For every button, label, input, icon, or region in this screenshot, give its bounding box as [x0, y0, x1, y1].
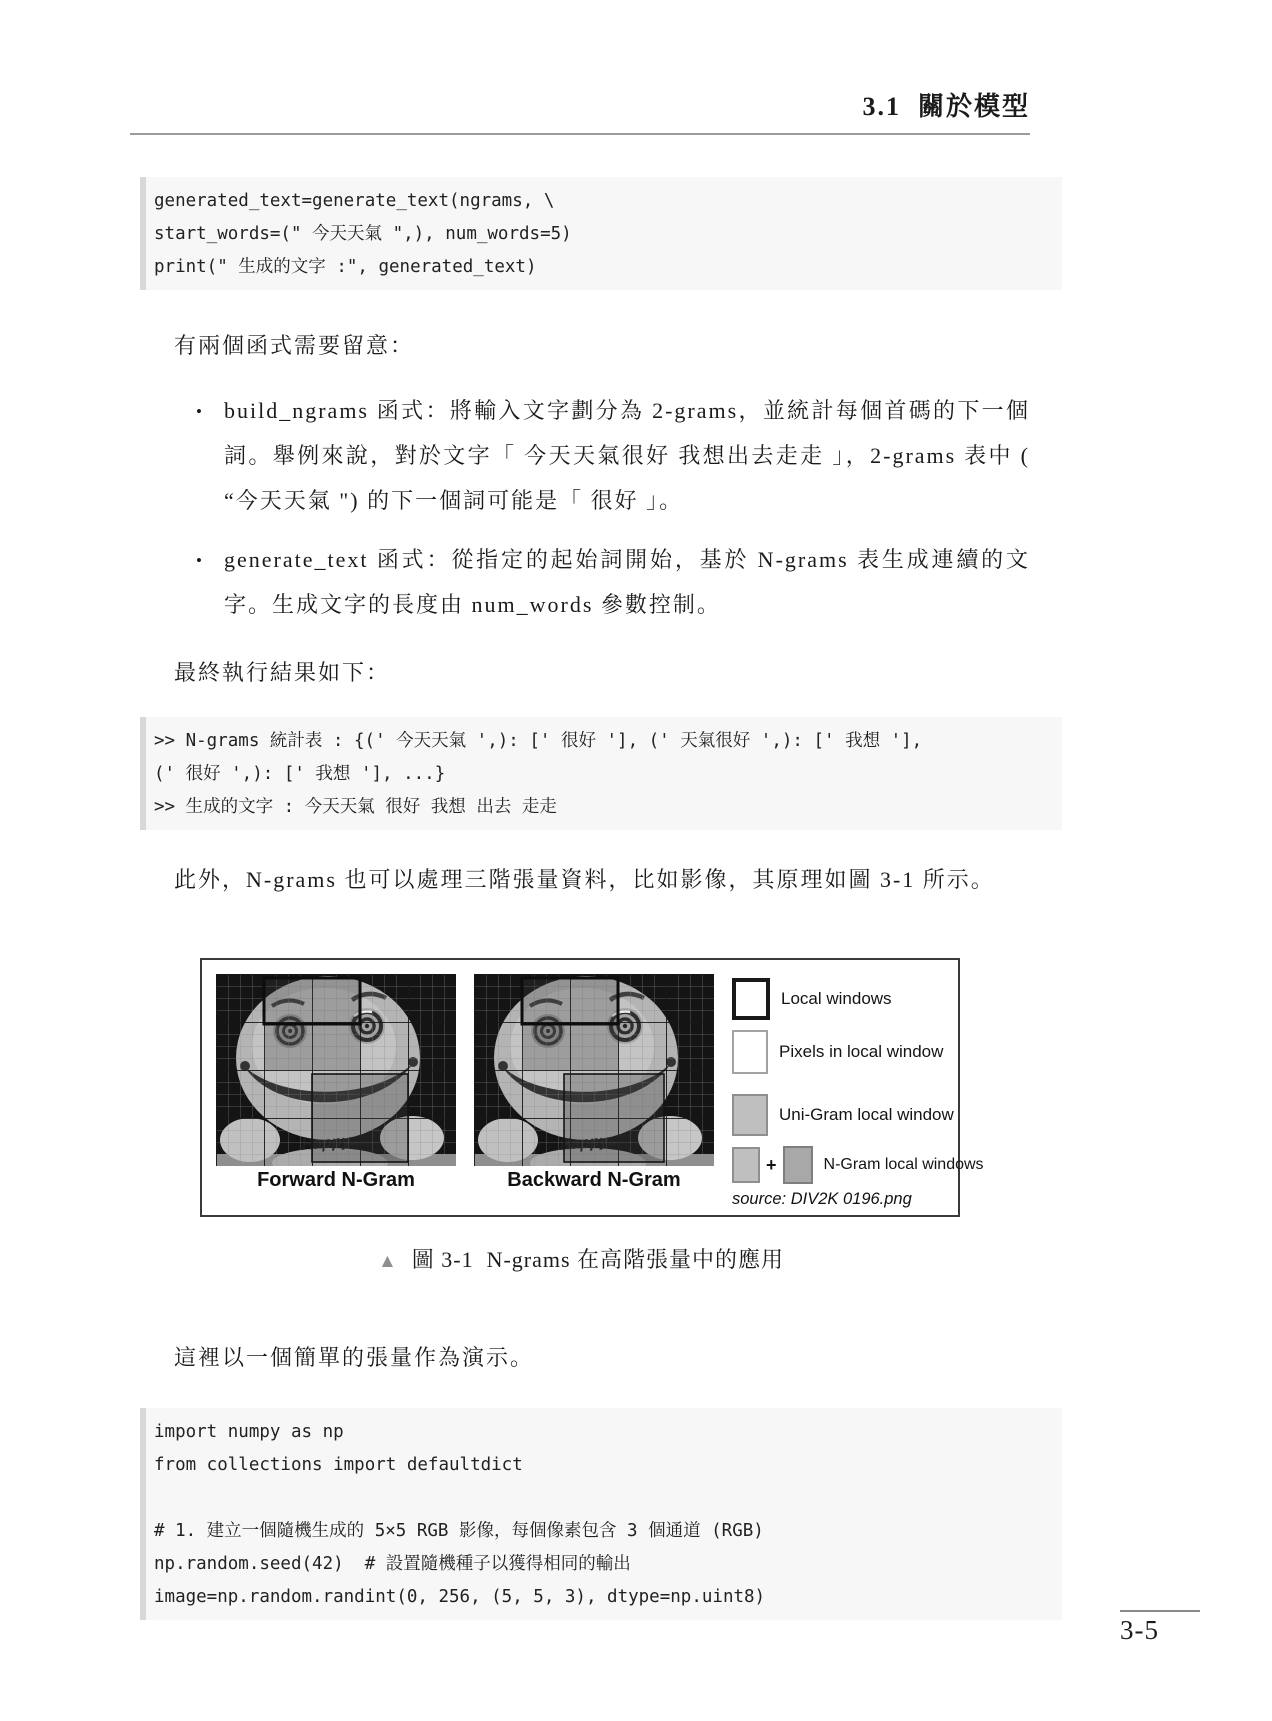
figure-legend [732, 974, 984, 1209]
bullet-item-build-ngrams [196, 388, 1030, 523]
code-block-generate-call [140, 177, 1062, 290]
figure-3-1 [200, 958, 984, 1217]
legend-label: Pixels in local window [779, 1042, 944, 1061]
forward-ngram-image [216, 974, 456, 1166]
bullet-icon: • [196, 402, 202, 421]
page-footer [1120, 1610, 1200, 1646]
page-number: 3-5 [1120, 1615, 1159, 1645]
legend-label: N-Gram local windows [823, 1156, 984, 1173]
backward-ngram-label: Backward N-Gram [507, 1169, 681, 1191]
paragraph-functions-intro: 有兩個函式需要留意： [174, 333, 415, 358]
bullet-text: build_ngrams 函式：將輸入文字劃分為 2-grams，並統計每個首碼的下一個詞。舉例來說，對於文字「 今天天氣很好 我想出去走走 」，2-grams 表中 ( “今天天氣 ") 的下一個詞可能是「 很好 」。 [224, 398, 1030, 513]
code-line [154, 1482, 1048, 1515]
figure-caption [130, 1243, 1032, 1274]
ngram-swatch-1-icon [732, 1147, 760, 1183]
legend-item-local-windows [732, 978, 946, 1020]
code-line: start_words=(" 今天天氣 ",), num_words=5) [154, 224, 572, 244]
code-line: print(" 生成的文字 :", generated_text) [154, 257, 537, 277]
legend-label: Local windows [781, 989, 892, 1008]
forward-ngram-label: Forward N-Gram [257, 1169, 415, 1191]
backward-image-panel [474, 974, 714, 1209]
image-source-note: source: DIV2K 0196.png [732, 1190, 912, 1208]
bullet-list [196, 388, 1030, 627]
code-line: # 1. 建立一個隨機生成的 5×5 RGB 影像，每個像素包含 3 個通道 (RGB) [154, 1521, 764, 1541]
legend-item-pixels [732, 1030, 946, 1074]
legend-item-unigram [732, 1094, 954, 1136]
page-header [130, 86, 1030, 135]
local-windows-swatch-icon [732, 978, 770, 1020]
ngram-swatch-2-icon [783, 1146, 813, 1184]
bullet-icon: • [196, 551, 202, 570]
code-line: np.random.seed(42) # 設置隨機種子以獲得相同的輸出 [154, 1554, 631, 1574]
legend-item-ngram [732, 1146, 984, 1184]
code-line: >> N-grams 統計表 : {(' 今天天氣 ',): [' 很好 '], (' 天氣很好 ',): [' 我想 '], [154, 731, 923, 751]
code-line: >> 生成的文字 : 今天天氣 很好 我想 出去 走走 [154, 797, 557, 817]
pixels-swatch-icon [732, 1030, 768, 1074]
paragraph-tensor-note: 此外，N-grams 也可以處理三階張量資料，比如影像，其原理如圖 3-1 所示。 [174, 867, 995, 892]
caption-triangle-icon: ▲ [377, 1251, 398, 1272]
legend-label: Uni-Gram local window [779, 1105, 954, 1124]
code-block-output [140, 717, 1062, 830]
forward-image-panel [216, 974, 456, 1209]
paragraph-result-intro: 最終執行結果如下： [174, 660, 391, 685]
code-line: generated_text=generate_text(ngrams, \ [154, 191, 555, 211]
code-block-demo [140, 1408, 1062, 1620]
unigram-swatch-icon [732, 1094, 768, 1136]
code-line: from collections import defaultdict [154, 1455, 523, 1475]
paragraph-demo-intro: 這裡以一個簡單的張量作為演示。 [174, 1345, 535, 1370]
section-heading: 3.1 關於模型 [862, 92, 1030, 121]
bullet-item-generate-text [196, 537, 1030, 627]
code-line: import numpy as np [154, 1422, 344, 1442]
header-rule [130, 133, 1030, 135]
plus-icon: + [766, 1154, 777, 1175]
bullet-text: generate_text 函式：從指定的起始詞開始，基於 N-grams 表生成連續的文字。生成文字的長度由 num_words 參數控制。 [224, 547, 1030, 617]
caption-text: 圖 3-1 N-grams 在高階張量中的應用 [411, 1247, 785, 1272]
backward-ngram-image [474, 974, 714, 1166]
code-line: (' 很好 ',): [' 我想 '], ...} [154, 764, 446, 784]
footer-rule [1120, 1610, 1200, 1612]
code-line: image=np.random.randint(0, 256, (5, 5, 3), dtype=np.uint8) [154, 1587, 766, 1607]
